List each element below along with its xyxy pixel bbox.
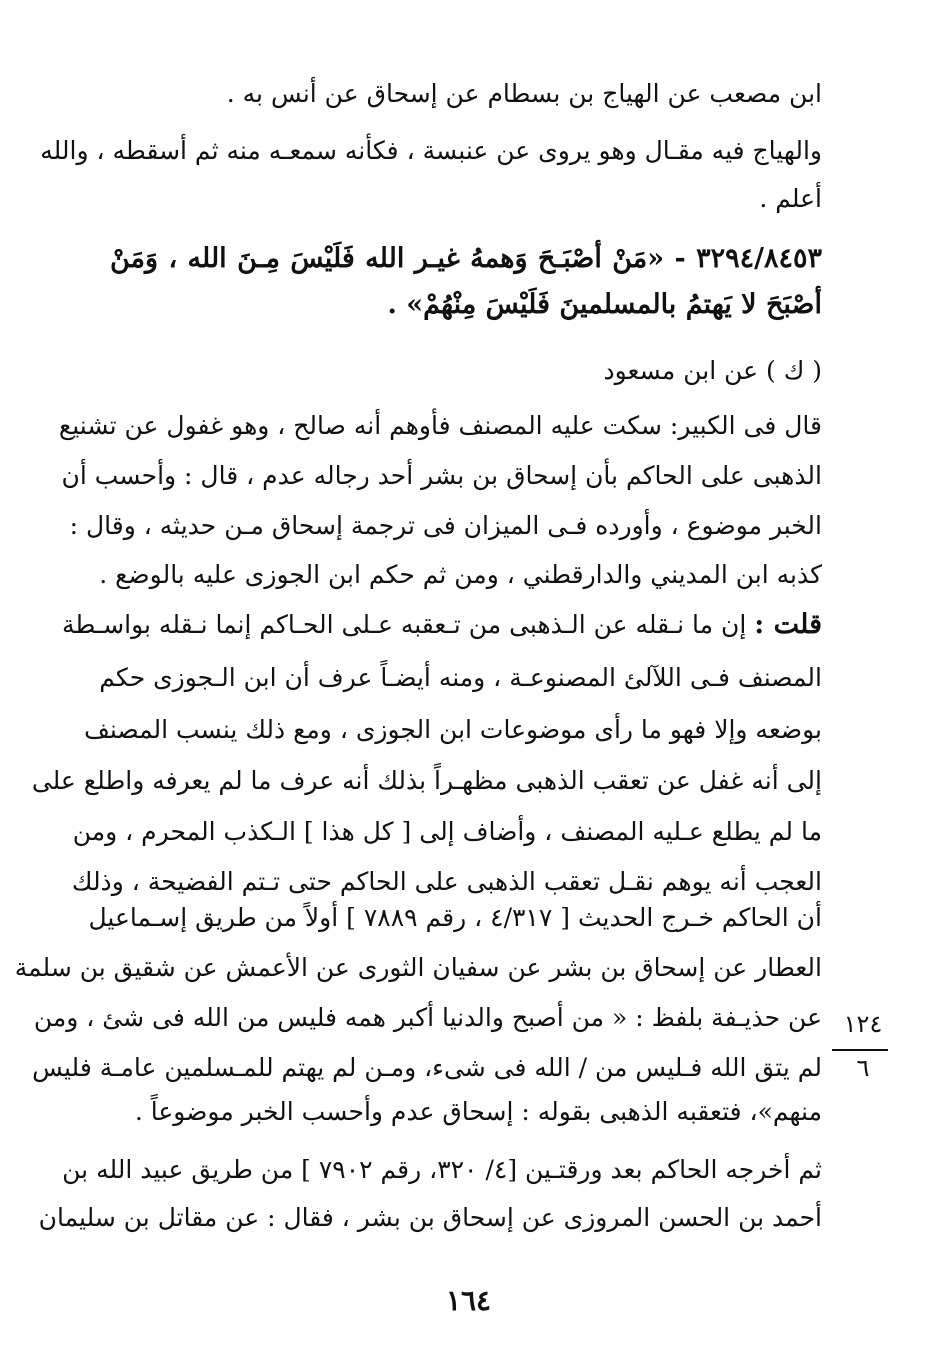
- page-number: ١٦٤: [445, 1284, 492, 1317]
- text-line: المصنف فـى اللآلئ المصنوعـة ، ومنه أيضـاً عرف أن ابن الـجوزى حكم: [99, 663, 822, 692]
- text-line: ما لم يطلع عـليه المصنف ، وأضاف إلى [ كل هذا ] الـكذب المحرم ، ومن: [72, 817, 822, 846]
- text-line: ابن مصعب عن الهياج بن بسطام عن إسحاق عن أنس به .: [226, 79, 822, 108]
- margin-reference-top: ١٢٤: [843, 1010, 883, 1038]
- hadith-line: أصْبَحَ لا يَهتمُ بالمسلمينَ فَلَيْسَ مِنْهُمْ» .: [387, 289, 822, 320]
- text-line: بوضعه وإلا فهو ما رأى موضوعات ابن الجوزى ، ومع ذلك ينسب المصنف: [83, 715, 822, 744]
- text-line: والهياج فيه مقـال وهو يروى عن عنبسة ، فكأنه سمعـه منه ثم أسقطه ، والله: [40, 136, 822, 165]
- text-line: كذبه ابن المديني والدارقطني ، ومن ثم حكم ابن الجوزى عليه بالوضع .: [99, 560, 822, 589]
- margin-divider: [832, 1049, 888, 1051]
- text-line: منهم»، فتعقبه الذهبى بقوله : إسحاق عدم وأحسب الخبر موضوعاً .: [134, 1097, 822, 1126]
- text-line: لم يتق الله فـليس من / الله فى شىء، ومـن لم يهتم للمـسلمين عامـة فليس: [32, 1053, 822, 1082]
- text-line: إن ما نـقله عن الـذهبى من تـعقبه عـلى الحـاكم إنما نـقله بواسـطة: [61, 610, 747, 639]
- qult-paragraph-first-line: [61, 607, 822, 643]
- text-line: الذهبى على الحاكم بأن إسحاق بن بشر أحد رجاله عدم ، قال : وأحسب أن: [61, 461, 822, 490]
- margin-reference-bottom: ٦: [856, 1054, 870, 1082]
- text-line: إلى أنه غفل عن تعقب الذهبى مظهـراً بذلك أنه عرف ما لم يعرفه واطلع على: [31, 766, 822, 795]
- text-line: قال فى الكبير: سكت عليه المصنف فأوهم أنه صالح ، وهو غفول عن تشنيع: [58, 411, 822, 440]
- hadith-line: ٣٢٩٤/٨٤٥٣ - «مَنْ أصْبَـحَ وَهمهُ غيـر الله فَلَيْسَ مِـنَ الله ، وَمَنْ: [110, 243, 822, 274]
- text-line: أن الحاكم خـرج الحديث [ ٤/٣١٧ ، رقم ٧٨٨٩ ] أولاً من طريق إسـماعيل: [88, 903, 822, 932]
- text-line: أعلم .: [759, 184, 822, 213]
- text-line: عن حذيـفة بلفظ : « من أصبح والدنيا أكبر همه فليس من الله فى شئ ، ومن: [33, 1003, 822, 1032]
- qult-label: قلت :: [754, 609, 822, 640]
- source-attribution: ( ك ) عن ابن مسعود: [603, 356, 822, 385]
- text-line: أحمد بن الحسن المروزى عن إسحاق بن بشر ، فقال : عن مقاتل بن سليمان: [38, 1203, 822, 1232]
- text-line: العطار عن إسحاق بن بشر عن سفيان الثورى عن الأعمش عن شقيق بن سلمة: [14, 953, 822, 982]
- text-line: الخبر موضوع ، وأورده فـى الميزان فى ترجمة إسحاق مـن حديثه ، وقال :: [69, 511, 822, 540]
- text-line: العجب أنه يوهم نقـل تعقب الذهبى على الحاكم حتى تـتم الفضيحة ، وذلك: [71, 867, 822, 896]
- text-line: ثم أخرجه الحاكم بعد ورقتـين [٤/ ٣٢٠، رقم ٧٩٠٢ ] من طريق عبيد الله بن: [62, 1155, 822, 1184]
